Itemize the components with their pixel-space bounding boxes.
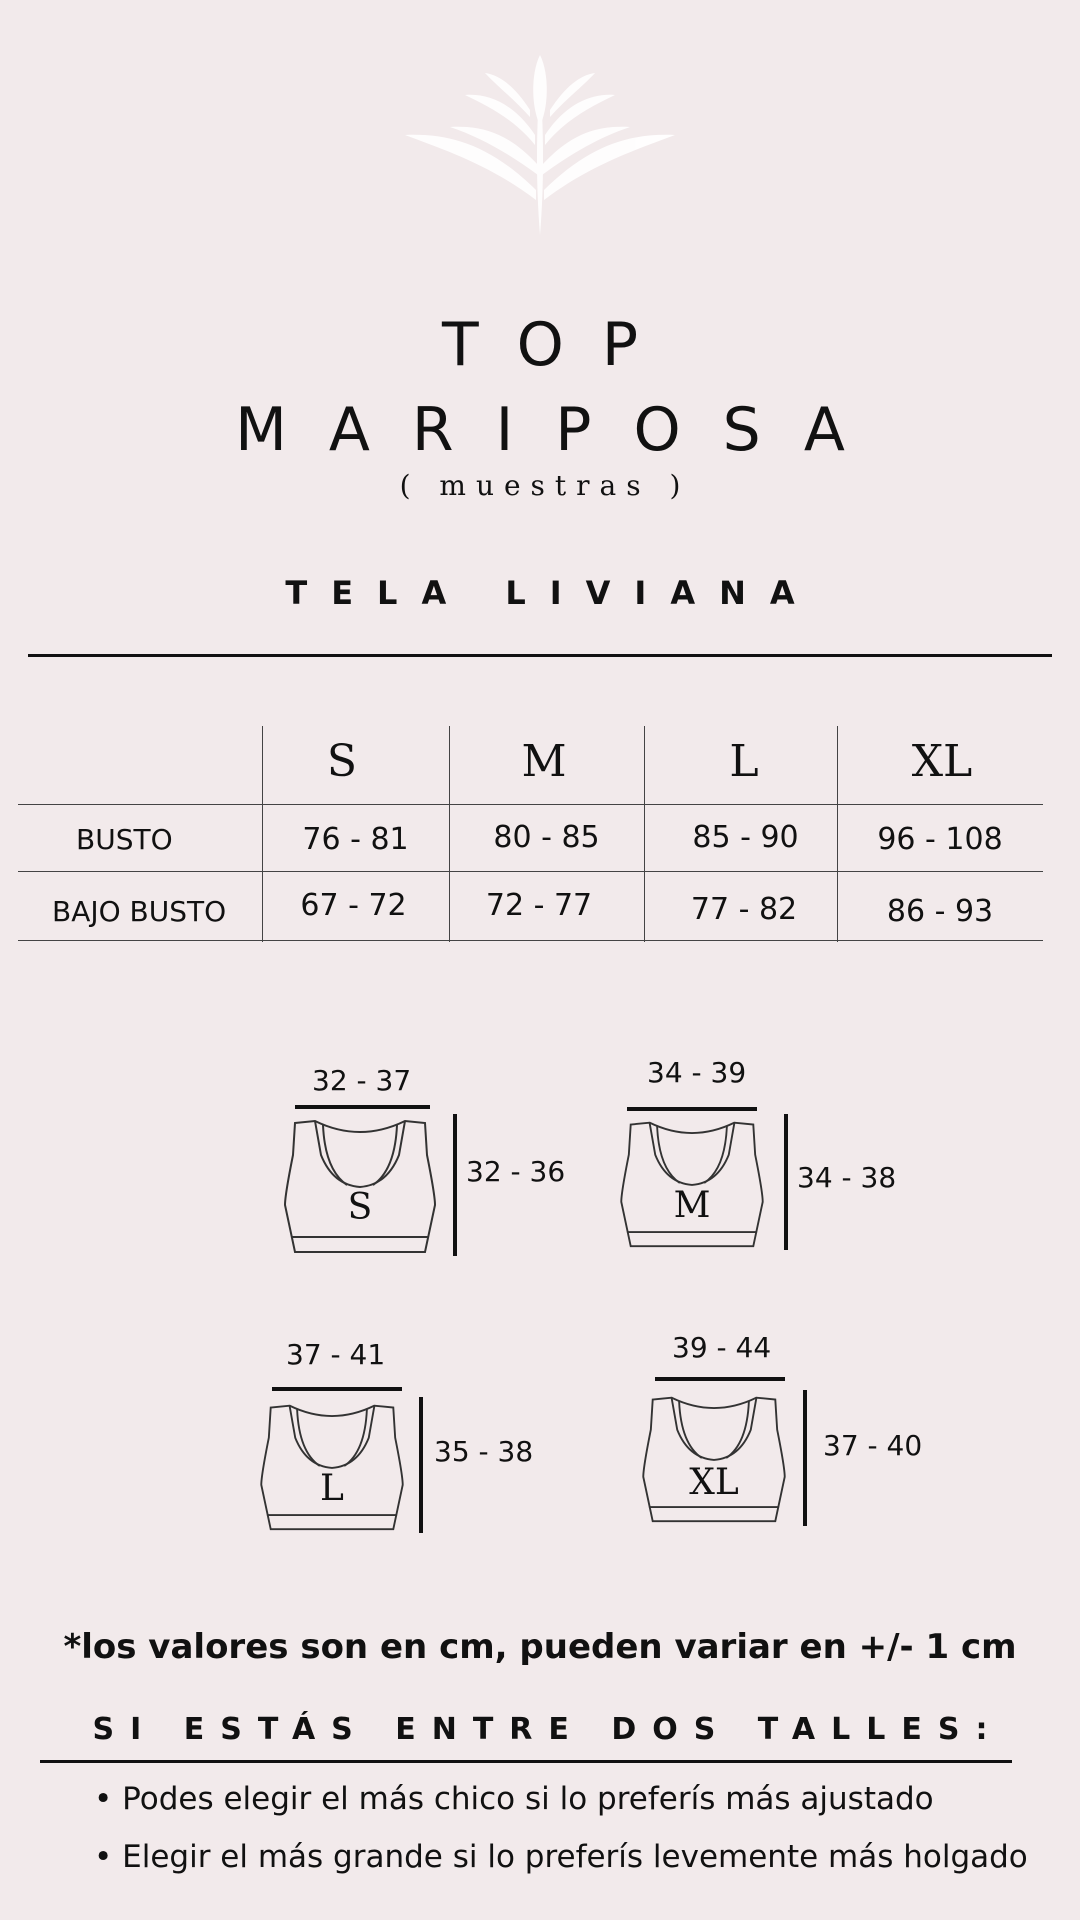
table-header-xl: XL: [911, 736, 973, 787]
divider: [28, 654, 1052, 657]
table-cell: 72 - 77: [485, 888, 593, 923]
height-measure-s: 32 - 36: [466, 1155, 566, 1188]
row-label-busto: BUSTO: [76, 823, 173, 856]
height-bar-xl: [803, 1390, 807, 1526]
tip-item: • Podes elegir el más chico si lo preferís más ajustado: [94, 1781, 934, 1817]
sports-top-icon: [260, 1400, 404, 1532]
width-bar-xl: [655, 1377, 785, 1381]
table-cell: 67 - 72: [300, 888, 407, 923]
tip-item: • Elegir el más grande si lo preferís levemente más holgado: [94, 1839, 1028, 1875]
row-label-bajo-busto: BAJO BUSTO: [52, 895, 227, 928]
width-measure-xl: 39 - 44: [672, 1331, 772, 1364]
table-cell: 76 - 81: [302, 822, 409, 857]
table-row-divider: [18, 940, 1043, 941]
table-header-l: L: [729, 736, 759, 787]
size-label-s: S: [347, 1187, 373, 1228]
size-label-l: L: [320, 1468, 344, 1509]
height-bar-s: [453, 1114, 457, 1256]
width-bar-m: [627, 1107, 757, 1111]
fabric-heading: TELA LIVIANA: [285, 574, 819, 612]
height-measure-l: 35 - 38: [434, 1435, 534, 1468]
between-sizes-heading: SI ESTÁS ENTRE DOS TALLES:: [92, 1712, 1004, 1747]
page-subtitle: ( muestras ): [399, 469, 691, 502]
width-bar-l: [272, 1387, 402, 1391]
sports-top-icon: [642, 1392, 786, 1524]
table-header-s: S: [326, 736, 358, 787]
table-cell: 85 - 90: [692, 820, 799, 855]
table-col-divider: [644, 726, 645, 942]
table-cell: 80 - 85: [493, 820, 600, 855]
height-measure-m: 34 - 38: [797, 1161, 897, 1194]
height-bar-m: [784, 1114, 788, 1250]
table-row-divider: [18, 871, 1043, 872]
table-col-divider: [837, 726, 838, 942]
width-measure-s: 32 - 37: [312, 1064, 412, 1097]
table-header-m: M: [521, 736, 567, 787]
units-note: *los valores son en cm, pueden variar en +/- 1 cm: [63, 1627, 1017, 1667]
table-row-divider: [18, 804, 1043, 805]
size-label-m: M: [673, 1185, 711, 1226]
leaf-sprig-icon: [390, 15, 690, 245]
table-col-divider: [449, 726, 450, 942]
divider: [40, 1760, 1012, 1763]
table-cell: 86 - 93: [886, 894, 994, 929]
height-bar-l: [419, 1397, 423, 1533]
table-cell: 77 - 82: [690, 892, 798, 927]
page-title-line-2: MARIPOSA: [235, 395, 887, 465]
sports-top-icon: [620, 1117, 764, 1249]
table-col-divider: [262, 726, 263, 942]
width-measure-l: 37 - 41: [286, 1338, 386, 1371]
sports-top-icon: [285, 1115, 435, 1255]
page-title-line-1: TOP: [441, 310, 677, 380]
size-label-xl: XL: [689, 1462, 739, 1503]
width-measure-m: 34 - 39: [647, 1056, 747, 1089]
table-cell: 96 - 108: [877, 822, 1003, 857]
height-measure-xl: 37 - 40: [823, 1429, 923, 1462]
width-bar-s: [295, 1105, 430, 1109]
